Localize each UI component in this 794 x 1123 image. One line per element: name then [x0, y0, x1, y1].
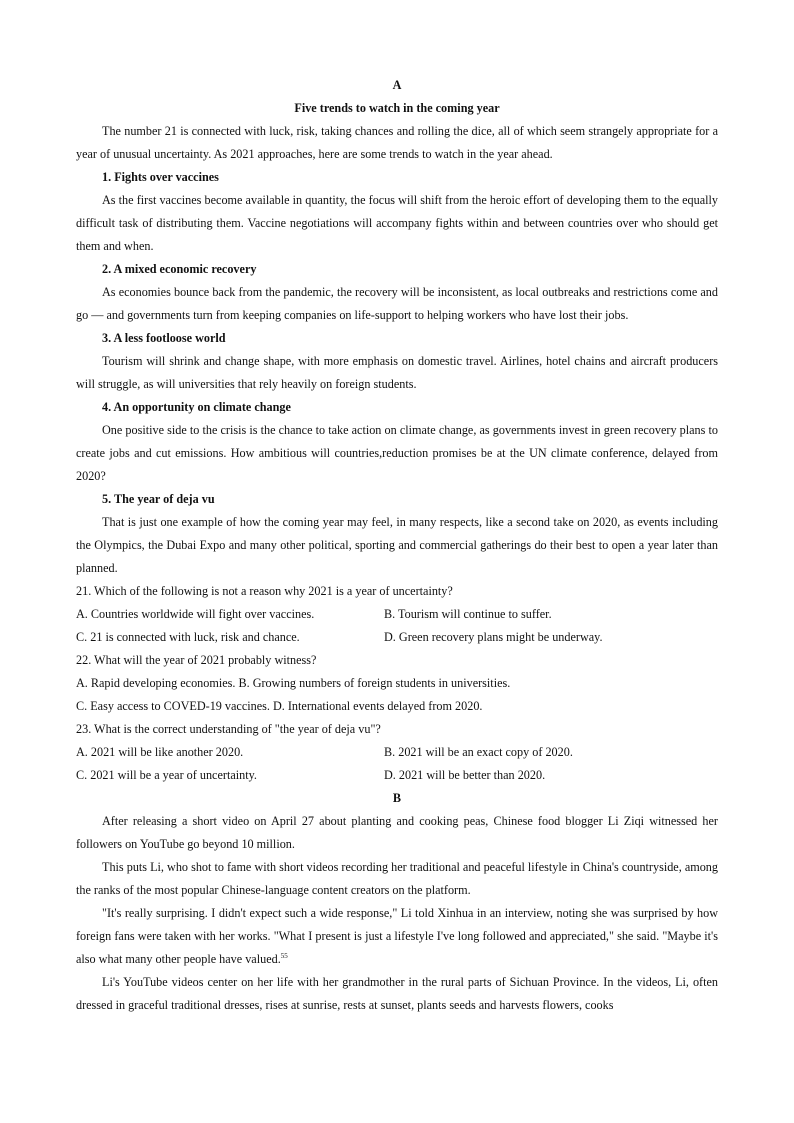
footnote-mark: 55 — [280, 951, 288, 960]
trend-text-4: One positive side to the crisis is the chance to take action on climate change, as governments invest in green recovery plans to create jobs and cut emissions. How ambitious will countries,reduction promises be at the UN climate conference, delayed from 2020? — [76, 423, 718, 483]
section-b-paragraph-1: After releasing a short video on April 27 about planting and cooking peas, Chinese food blogger Li Ziqi witnessed her followers on YouTube go beyond 10 million. — [76, 814, 718, 851]
question-23-option-b: B. 2021 will be an exact copy of 2020. — [384, 745, 573, 759]
trend-text-2: As economies bounce back from the pandemic, the recovery will be inconsistent, as local outbreaks and restrictions come and go — and governments turn from keeping companies on life-support to helping workers who have lost their jobs. — [76, 285, 718, 322]
section-b-paragraph-3 — [76, 902, 718, 971]
question-21-option-c: C. 21 is connected with luck, risk and chance. — [76, 630, 300, 644]
question-21-option-b: B. Tourism will continue to suffer. — [384, 607, 552, 621]
question-22-options-cd: C. Easy access to COVED-19 vaccines. D. International events delayed from 2020. — [76, 699, 483, 713]
question-23-stem: 23. What is the correct understanding of "the year of deja vu"? — [76, 722, 381, 736]
trend-text-5: That is just one example of how the coming year may feel, in many respects, like a second take on 2020, as events including the Olympics, the Dubai Expo and many other political, sporting and commercial gatherings do their best to open a year later than planned. — [76, 515, 718, 575]
section-a-intro: The number 21 is connected with luck, risk, taking chances and rolling the dice, all of which seem strangely appropriate for a year of unusual uncertainty. As 2021 approaches, here are some trends to watch in the year ahead. — [76, 124, 718, 161]
trend-heading-5: 5. The year of deja vu — [102, 492, 215, 506]
question-23-option-a: A. 2021 will be like another 2020. — [76, 745, 244, 759]
trend-text-1: As the first vaccines become available in quantity, the focus will shift from the heroic effort of developing them to the equally difficult task of distributing them. Vaccine negotiations will accompany fights within and between countries over who should get them and when. — [76, 193, 718, 253]
question-21-options-row-2 — [76, 626, 718, 649]
question-21-options-row-1 — [76, 603, 718, 626]
question-22-options-ab: A. Rapid developing economies. B. Growing numbers of foreign students in universities. — [76, 676, 511, 690]
question-23-options-row-2 — [76, 764, 718, 787]
question-22-stem: 22. What will the year of 2021 probably witness? — [76, 653, 317, 667]
question-21-option-a: A. Countries worldwide will fight over vaccines. — [76, 607, 315, 621]
question-23-option-c: C. 2021 will be a year of uncertainty. — [76, 768, 257, 782]
section-b-paragraph-4: Li's YouTube videos center on her life with her grandmother in the rural parts of Sichuan Province. In the videos, Li, often dressed in graceful traditional dresses, rises at sunrise, rests at sunset, plants seeds and harvests flowers, cooks — [76, 975, 718, 1012]
document-page — [76, 74, 718, 1017]
question-23-options-row-1 — [76, 741, 718, 764]
trend-heading-2: 2. A mixed economic recovery — [102, 262, 257, 276]
trend-heading-1: 1. Fights over vaccines — [102, 170, 219, 184]
question-21-stem: 21. Which of the following is not a reason why 2021 is a year of uncertainty? — [76, 584, 453, 598]
section-b-label: B — [392, 791, 402, 805]
trend-text-3: Tourism will shrink and change shape, with more emphasis on domestic travel. Airlines, hotel chains and aircraft producers will struggle, as will universities that rely heavily on foreign students. — [76, 354, 718, 391]
section-b-paragraph-3-text: "It's really surprising. I didn't expect such a wide response," Li told Xinhua in an interview, noting she was surprised by how foreign fans were taken with her works. "What I present is just a lifestyle I've long followed and appreciated," she said. "Maybe it's also what many other people have valued. — [76, 906, 718, 966]
trend-heading-4: 4. An opportunity on climate change — [102, 400, 291, 414]
question-21-option-d: D. Green recovery plans might be underway. — [384, 630, 603, 644]
question-23-option-d: D. 2021 will be better than 2020. — [384, 768, 546, 782]
section-a-label: A — [392, 78, 402, 92]
section-a-title: Five trends to watch in the coming year — [294, 101, 500, 115]
trend-heading-3: 3. A less footloose world — [102, 331, 226, 345]
section-b-paragraph-2: This puts Li, who shot to fame with short videos recording her traditional and peaceful lifestyle in China's countryside, among the ranks of the most popular Chinese-language content creators on the platform. — [76, 860, 718, 897]
